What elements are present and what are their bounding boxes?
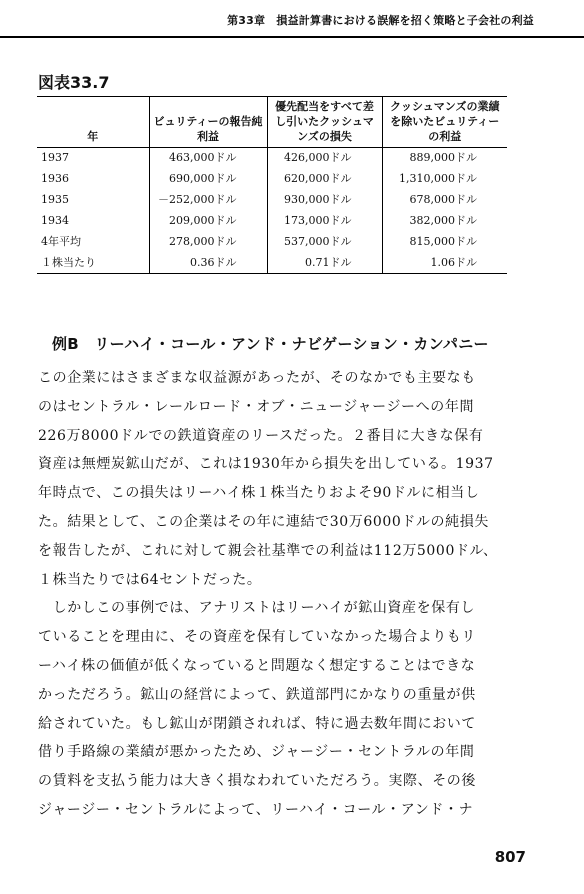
section-heading: 例B リーハイ・コール・アンド・ナビゲーション・カンパニー <box>52 335 489 353</box>
table-row <box>37 253 507 274</box>
body-line: を報告したが、これに対して親会社基準での利益は112万5000ドル、 <box>38 542 498 559</box>
table-header-row <box>37 97 507 148</box>
body-line: のはセントラル・レールロード・オブ・ニュージャージーへの年間 <box>38 398 475 415</box>
table-cell: 678,000ドル <box>382 190 507 211</box>
body-line: ーハイ株の価値が低くなっていると問題なく想定することはできな <box>38 657 476 674</box>
body-line: の賃料を支払う能力は大きく損なわれていただろう。実際、その後 <box>38 773 476 790</box>
table-cell: 1935 <box>41 193 69 206</box>
table-row <box>37 232 507 253</box>
body-line: ていることを理由に、その資産を保有していなかった場合よりもリ <box>38 629 476 646</box>
table-cell: 173,000ドル <box>267 211 382 232</box>
table-cell: 1937 <box>41 151 69 165</box>
table-row <box>37 148 507 169</box>
table-cell: 209,000ドル <box>149 211 267 232</box>
table-cell: 278,000ドル <box>149 232 267 253</box>
table-cell: －252,000ドル <box>149 190 267 211</box>
column-header-cushman-loss: 優先配当をすべて差し引いたクッシュマンズの損失 <box>267 97 382 148</box>
table-cell: 930,000ドル <box>267 190 382 211</box>
body-line: た。結果として、この企業はその年に連結で30万6000ドルの純損失 <box>38 513 489 530</box>
table-row <box>37 190 507 211</box>
table-cell: 537,000ドル <box>267 232 382 253</box>
body-line: ジャージー・セントラルによって、リーハイ・コール・アンド・ナ <box>38 801 474 818</box>
body-text <box>38 364 548 825</box>
running-head <box>0 0 584 38</box>
body-line: この企業にはさまざまな収益源があったが、そのなかでも主要なも <box>38 370 476 386</box>
table-cell: 1,310,000ドル <box>382 169 507 190</box>
body-line: １株当たりでは64セントだった。 <box>38 571 262 588</box>
body-line: 年時点で、この損失はリーハイ株１株当たりおよそ90ドルに相当し <box>38 485 480 502</box>
data-table <box>37 96 507 274</box>
body-line: 資産は無煙炭鉱山だが、これは1930年から損失を出している。1937 <box>38 456 494 473</box>
body-line: 借り手路線の業績が悪かったため、ジャージー・セントラルの年間 <box>38 744 475 761</box>
table-cell: 382,000ドル <box>382 211 507 232</box>
figure-title: 図表33.7 <box>38 73 110 92</box>
table-cell: 889,000ドル <box>382 148 507 169</box>
table-cell: 0.36ドル <box>149 253 267 274</box>
body-line: かっただろう。鉱山の経営によって、鉄道部門にかなりの重量が供 <box>38 686 476 703</box>
body-line: 226万8000ドルでの鉄道資産のリースだった。２番目に大きな保有 <box>38 427 484 444</box>
column-header-reported-net-income: ビュリティーの報告純利益 <box>149 97 267 148</box>
table-cell: 426,000ドル <box>267 148 382 169</box>
body-line: 給されていた。もし鉱山が閉鎖されれば、特に過去数年間において <box>38 715 476 732</box>
table-cell: 4年平均 <box>41 235 81 248</box>
table-cell: 1936 <box>41 172 69 185</box>
table-cell: 1934 <box>41 214 69 227</box>
table-cell: 620,000ドル <box>267 169 382 190</box>
table-cell: 815,000ドル <box>382 232 507 253</box>
table-cell: 463,000ドル <box>149 148 267 169</box>
table-cell: 690,000ドル <box>149 169 267 190</box>
table-row <box>37 211 507 232</box>
column-header-income-ex-cushman: クッシュマンズの業績を除いたビュリティーの利益 <box>382 97 507 148</box>
page-number: 807 <box>494 848 526 866</box>
table-cell: １株当たり <box>41 255 96 269</box>
running-head-text: 第33章 損益計算書における誤解を招く策略と子会社の利益 <box>227 14 534 27</box>
table-row <box>37 169 507 190</box>
table-cell: 1.06ドル <box>382 253 507 274</box>
column-header-year: 年 <box>37 97 149 148</box>
table-cell: 0.71ドル <box>267 253 382 274</box>
body-line: しかしこの事例では、アナリストはリーハイが鉱山資産を保有し <box>38 600 476 617</box>
